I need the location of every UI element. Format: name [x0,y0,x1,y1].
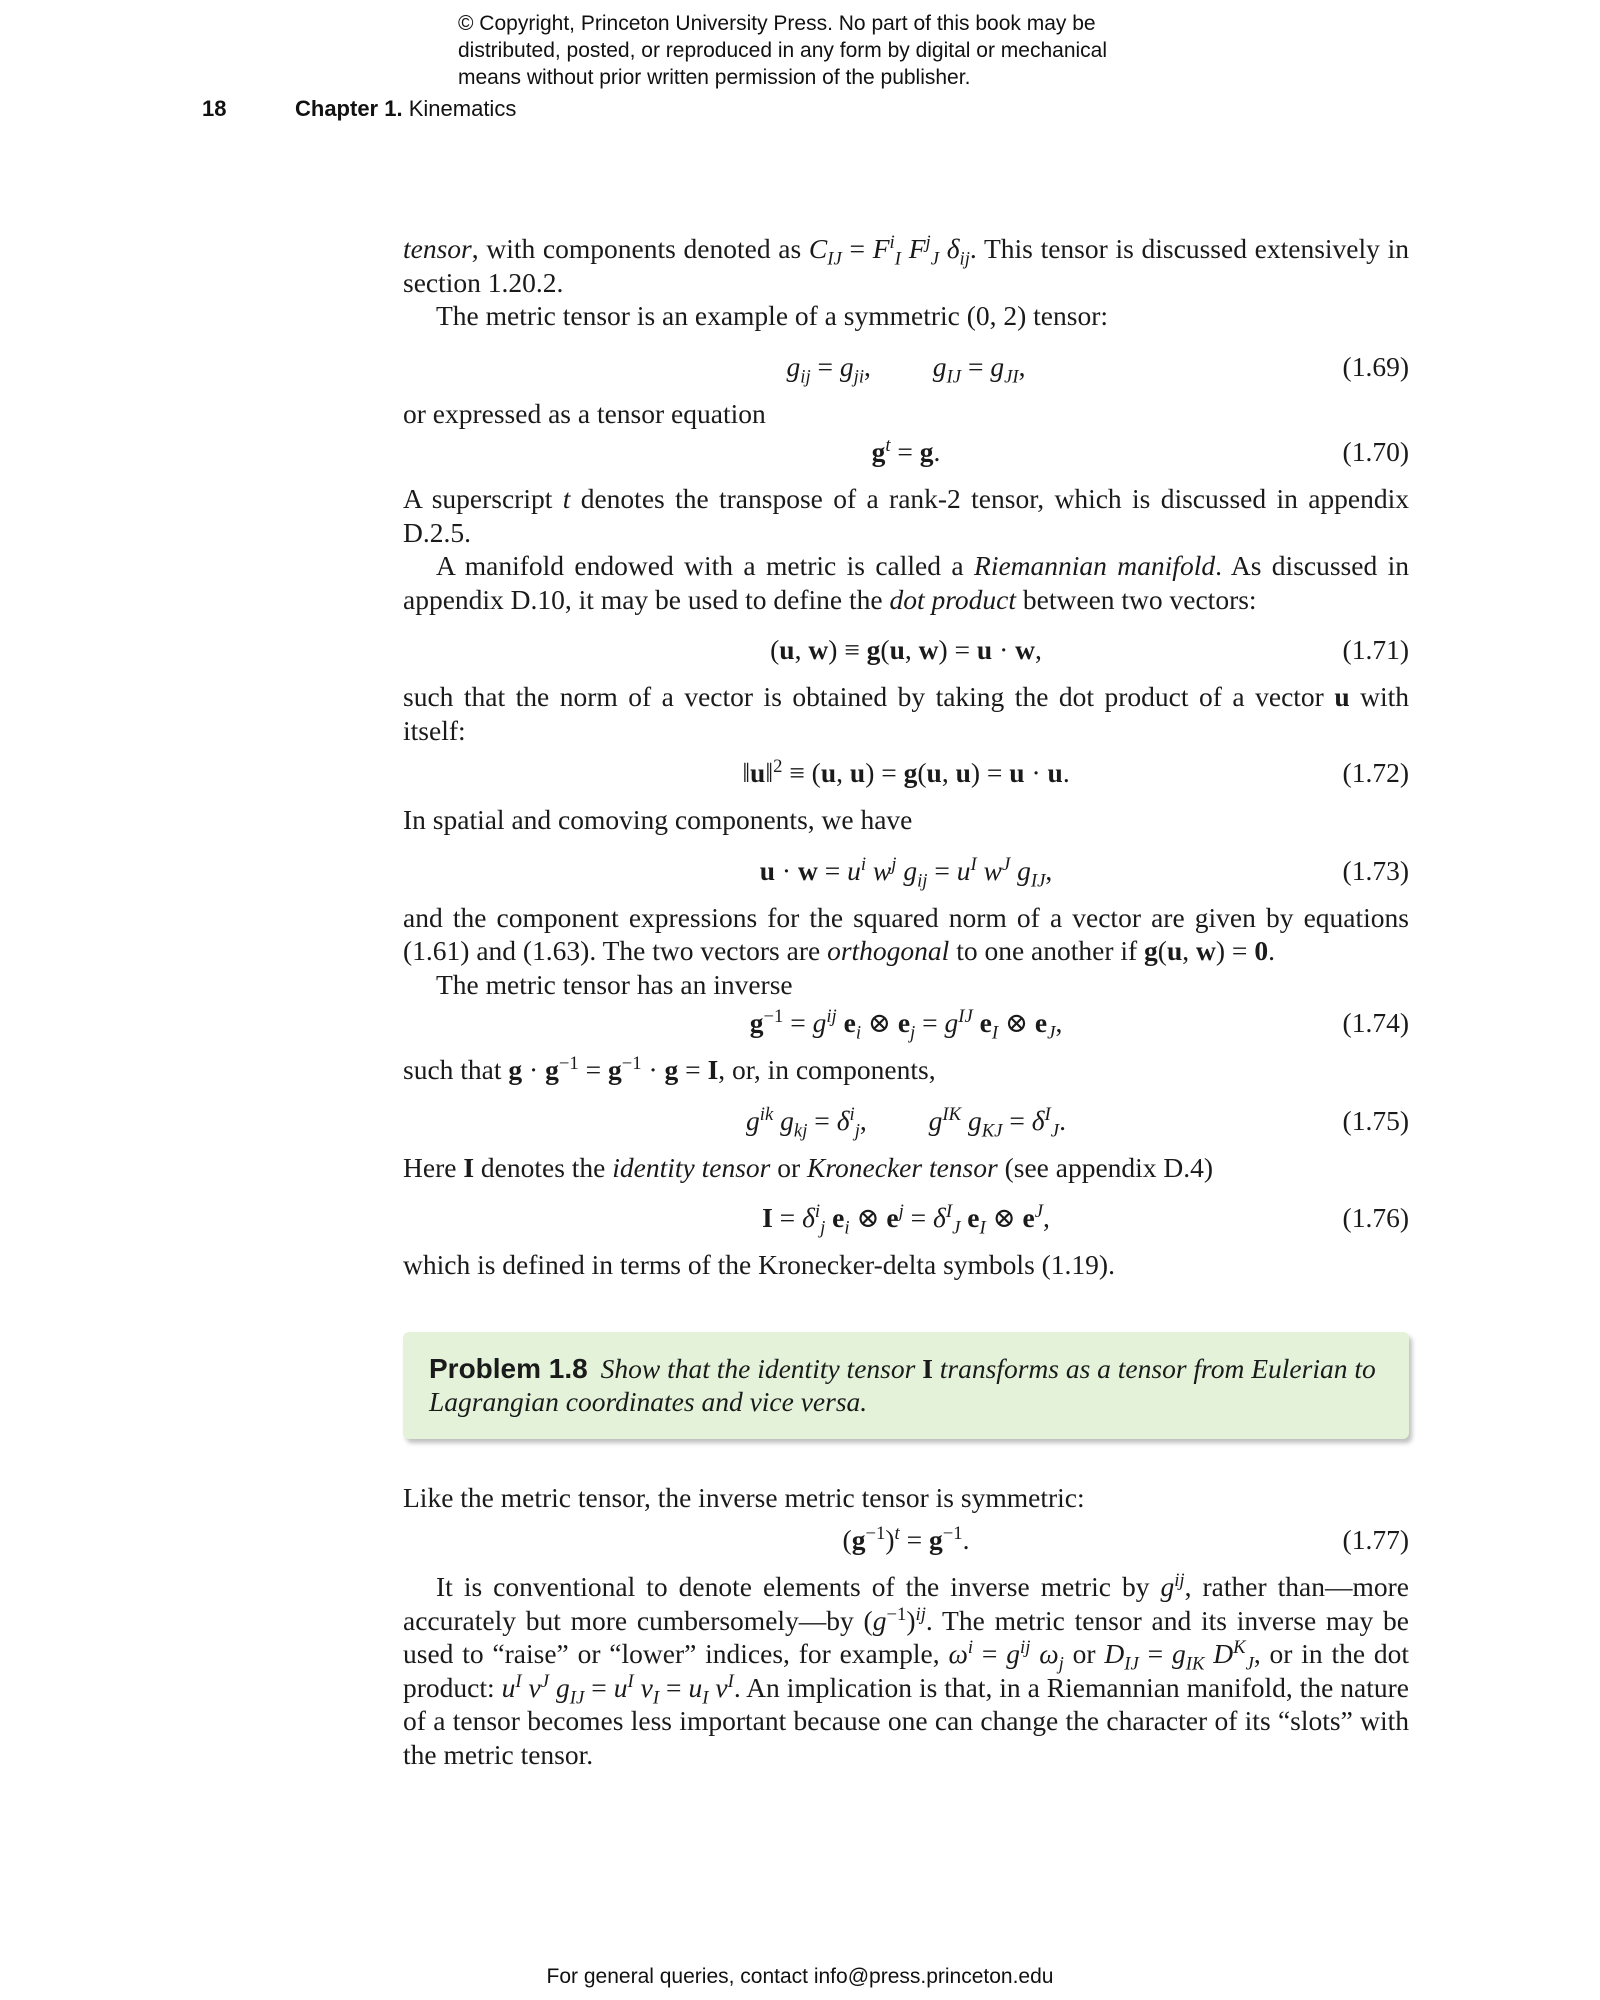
equation-expression: $g^t = g$. [871,434,941,467]
equation-number: (1.74) [1342,1007,1409,1038]
paragraph: The metric tensor is an example of a symmetric (0, 2) tensor: [436,300,1109,331]
copyright-notice [458,10,1218,91]
paragraph: A superscript t denotes the transpose of a rank-2 tensor, which is discussed in appendix D.2.5. [403,483,1410,548]
equation-expression: $I = \delta^i_j$ $e_i$ ⊗ $e^j = \delta^I_J$ $e_I$ ⊗ $e^J$, [762,1200,1050,1239]
equation [403,1520,1409,1560]
copyright-line: means without prior written permission of the publisher. [458,66,971,89]
equation-number: (1.77) [1342,1524,1409,1555]
chapter-title: Kinematics [408,96,517,121]
paragraph: Here I denotes the identity tensor or Kronecker tensor (see appendix D.4) [403,1151,1214,1183]
equation-number: (1.69) [1342,350,1409,382]
footer-contact: For general queries, contact info@press.princeton.edu [546,1965,1054,1988]
equation-expression: ‖u‖$^2$ ≡ (u, u) = g(u, u) = u · u. [742,755,1070,788]
paragraph: It is conventional to denote elements of the inverse metric by $g^{ij}$, rather than—more accurately but more cumbersomely—by $(g^{-1})^{ij}$. The metric tensor and its inverse may be used to “raise” or “lower” indices, for example, $\omega^i = g^{ij}$ $\omega_j$ or $D_{IJ} = g_{IK}$ $D^K_J$, or in the dot product: $u^I$ $v^J$ $g_{IJ} = u^I$ $v_I = u_I$ $v^I$. An implication is that, in a Riemannian manifold, the nature of a tensor becomes less important because one can change the character of its “slots” with the metric tensor. [403,1569,1410,1770]
running-header [295,96,516,122]
equation [403,630,1409,670]
equation-expression: $g^{ik}$ $g_{kj} = \delta^i_j$, $g^{IK}$ $g_{KJ} = \delta^I_J$. [746,1103,1066,1141]
page-body [403,232,1409,1771]
paragraph: or expressed as a tensor equation [403,397,766,429]
equation-expression: $g^{-1} = g^{ij}$ $e_i$ ⊗ $e_j = g^{IJ}$ $e_I$ ⊗ $e_J$, [749,1005,1063,1044]
problem-text: transforms as a tensor from Eulerian to Lagrangian coordinates and vice versa. [429,1352,1376,1417]
paragraph: Like the metric tensor, the inverse metric tensor is symmetric: [403,1481,1085,1513]
equation [403,753,1409,793]
chapter-label: Chapter 1. [295,96,403,121]
equation-number: (1.73) [1342,854,1409,886]
copyright-line: © Copyright, Princeton University Press. No part of this book may be [458,12,1096,35]
paragraph: The metric tensor has an inverse [436,968,793,1000]
equation [403,851,1409,891]
equation [403,1198,1409,1238]
paragraph: tensor, with components denoted as $C_{IJ} = F^i_I$ $F^j_J$ $\delta_{ij}$. This tensor is discussed extensively in section 1.20.2. [403,231,1409,298]
copyright-line: distributed, posted, or reproduced in any form by digital or mechanical [458,39,1108,62]
paragraph: In spatial and comoving components, we have [403,804,913,835]
equation-expression: (u, w) ≡ g(u, w) = u · w, [770,634,1042,665]
equation-expression: $g_{ij} = g_{ji}$, $g_{IJ} = g_{JI}$, [786,350,1026,387]
equation [403,432,1409,472]
paragraph: A manifold endowed with a metric is called a Riemannian manifold. As discussed in appendix D.10, it may be used to define the dot product between two vectors: [403,550,1410,615]
equation [403,347,1409,387]
paragraph: such that the norm of a vector is obtained by taking the dot product of a vector u with itself: [403,681,1410,746]
equation-number: (1.76) [1342,1202,1409,1233]
equation [403,1101,1409,1141]
equation-number: (1.70) [1342,436,1409,467]
paragraph: which is defined in terms of the Kronecker-delta symbols (1.19). [403,1249,1115,1280]
problem-title: Problem 1.8 [429,1352,588,1384]
problem-text: Show that the identity tensor [600,1352,916,1384]
paragraph: and the component expressions for the squared norm of a vector are given by equations (1.61) and (1.63). The two vectors are orthogonal to one another if g(u, w) = 0. [403,901,1409,966]
equation-expression: $(g^{-1})^t = g^{-1}$. [842,1522,970,1555]
problem-symbol: I [922,1352,933,1384]
problem-box [403,1332,1409,1439]
paragraph: such that $g \cdot g^{-1} = g^{-1} \cdot g = I$, or, in components, [403,1052,936,1085]
equation-number: (1.72) [1342,757,1409,788]
equation-number: (1.75) [1342,1104,1409,1136]
equation-expression: $u \cdot w = u^i$ $w^j$ $g_{ij} = u^I$ $w^J$ $g_{IJ}$, [759,853,1053,891]
equation-number: (1.71) [1342,634,1409,665]
page-number: 18 [202,96,227,121]
equation [403,1003,1409,1043]
